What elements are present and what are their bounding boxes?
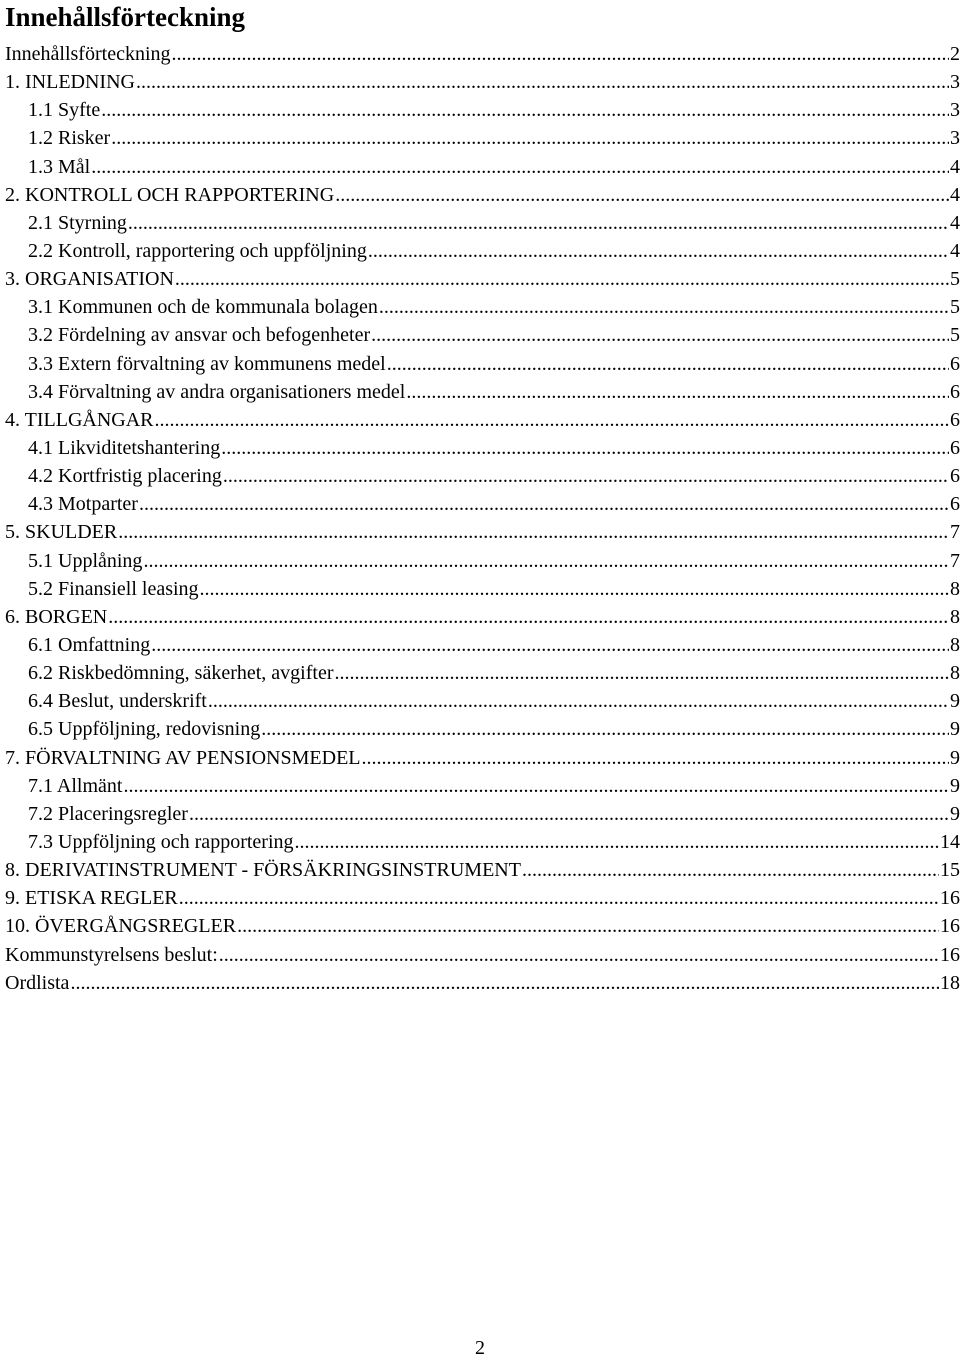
toc-entry[interactable] xyxy=(5,772,960,800)
toc-entry[interactable] xyxy=(5,575,960,603)
page-number: 2 xyxy=(475,1337,485,1359)
toc-entry-page: 6 xyxy=(950,436,960,459)
toc-entry-label: 6.4 Beslut, underskrift xyxy=(28,690,207,713)
toc-dot-leader xyxy=(111,124,949,152)
toc-entry[interactable] xyxy=(5,434,960,462)
toc-entry[interactable] xyxy=(5,153,960,181)
toc-entry-label: 1.2 Risker xyxy=(28,127,111,150)
toc-entry-page: 8 xyxy=(950,662,960,685)
toc-entry[interactable] xyxy=(5,969,960,997)
toc-entry-label: 10. ÖVERGÅNGSREGLER xyxy=(5,915,237,938)
toc-dot-leader xyxy=(219,941,939,969)
toc-entry-label: 1.3 Mål xyxy=(28,155,91,178)
toc-entry[interactable] xyxy=(5,800,960,828)
toc-entry-label: 3.3 Extern förvaltning av kommunens medel xyxy=(28,352,386,375)
table-of-contents xyxy=(5,40,960,997)
toc-dot-leader xyxy=(223,462,949,490)
toc-entry-page: 8 xyxy=(950,633,960,656)
toc-dot-leader xyxy=(368,237,949,265)
toc-entry-label: 9. ETISKA REGLER xyxy=(5,887,178,910)
toc-entry-label: 7. FÖRVALTNING AV PENSIONSMEDEL xyxy=(5,746,361,769)
toc-entry-label: 3.4 Förvaltning av andra organisationers medel xyxy=(28,380,406,403)
toc-entry[interactable] xyxy=(5,490,960,518)
toc-entry-label: 3.1 Kommunen och de kommunala bolagen xyxy=(28,296,378,319)
toc-entry-label: 4.1 Likviditetshantering xyxy=(28,436,221,459)
toc-dot-leader xyxy=(387,350,949,378)
toc-dot-leader xyxy=(208,687,949,715)
toc-entry-page: 8 xyxy=(950,605,960,628)
toc-entry[interactable] xyxy=(5,715,960,743)
toc-entry-page: 6 xyxy=(950,408,960,431)
toc-entry-label: 7.1 Allmänt xyxy=(28,774,123,797)
toc-entry-page: 4 xyxy=(950,211,960,234)
toc-dot-leader xyxy=(522,856,939,884)
toc-entry-page: 16 xyxy=(940,887,960,910)
toc-entry-page: 6 xyxy=(950,352,960,375)
toc-dot-leader xyxy=(91,153,949,181)
toc-entry[interactable] xyxy=(5,265,960,293)
toc-dot-leader xyxy=(362,744,950,772)
toc-entry[interactable] xyxy=(5,884,960,912)
toc-entry[interactable] xyxy=(5,547,960,575)
toc-entry-page: 9 xyxy=(950,774,960,797)
toc-dot-leader xyxy=(136,68,949,96)
toc-entry-page: 6 xyxy=(950,493,960,516)
toc-entry-page: 5 xyxy=(950,268,960,291)
toc-entry[interactable] xyxy=(5,912,960,940)
toc-dot-leader xyxy=(335,659,950,687)
toc-dot-leader xyxy=(70,969,939,997)
toc-entry[interactable] xyxy=(5,96,960,124)
toc-entry-label: 6.1 Omfattning xyxy=(28,633,151,656)
toc-entry-page: 9 xyxy=(950,690,960,713)
toc-entry-page: 16 xyxy=(940,943,960,966)
toc-dot-leader xyxy=(379,293,949,321)
toc-entry-page: 7 xyxy=(950,521,960,544)
toc-entry-label: 2.1 Styrning xyxy=(28,211,127,234)
toc-entry-label: 2.2 Kontroll, rapportering och uppföljning xyxy=(28,239,367,262)
toc-entry-label: 5.1 Upplåning xyxy=(28,549,143,572)
toc-dot-leader xyxy=(123,772,949,800)
toc-entry-label: 5. SKULDER xyxy=(5,521,118,544)
toc-entry-label: 3. ORGANISATION xyxy=(5,268,174,291)
toc-entry-page: 6 xyxy=(950,380,960,403)
toc-entry-page: 14 xyxy=(940,830,960,853)
toc-entry[interactable] xyxy=(5,941,960,969)
toc-entry-label: 1. INLEDNING xyxy=(5,71,135,94)
toc-dot-leader xyxy=(101,96,949,124)
toc-entry[interactable] xyxy=(5,828,960,856)
toc-entry[interactable] xyxy=(5,181,960,209)
toc-entry-label: 6.5 Uppföljning, redovisning xyxy=(28,718,261,741)
toc-entry-label: 7.3 Uppföljning och rapportering xyxy=(28,830,294,853)
toc-entry[interactable] xyxy=(5,321,960,349)
toc-entry-label: 8. DERIVATINSTRUMENT - FÖRSÄKRINGSINSTRUMENT xyxy=(5,859,521,882)
toc-entry-label: 1.1 Syfte xyxy=(28,99,101,122)
toc-entry-page: 3 xyxy=(950,71,960,94)
toc-entry[interactable] xyxy=(5,687,960,715)
toc-entry-page: 9 xyxy=(950,746,960,769)
toc-dot-leader xyxy=(139,490,949,518)
toc-entry[interactable] xyxy=(5,378,960,406)
toc-entry-label: 4. TILLGÅNGAR xyxy=(5,408,154,431)
toc-entry-label: 6. BORGEN xyxy=(5,605,108,628)
toc-entry[interactable] xyxy=(5,209,960,237)
toc-dot-leader xyxy=(128,209,949,237)
toc-entry-page: 16 xyxy=(940,915,960,938)
toc-entry-label: Kommunstyrelsens beslut: xyxy=(5,943,218,966)
toc-entry[interactable] xyxy=(5,518,960,546)
toc-dot-leader xyxy=(221,434,949,462)
toc-dot-leader xyxy=(155,406,949,434)
page-title: Innehållsförteckning xyxy=(5,2,246,32)
toc-entry[interactable] xyxy=(5,462,960,490)
toc-entry-page: 3 xyxy=(950,99,960,122)
toc-entry-page: 4 xyxy=(950,183,960,206)
toc-entry-page: 2 xyxy=(950,43,960,65)
toc-dot-leader xyxy=(335,181,949,209)
toc-entry-page: 4 xyxy=(950,155,960,178)
toc-entry[interactable] xyxy=(5,603,960,631)
toc-entry-label: 4.2 Kortfristig placering xyxy=(28,465,222,488)
toc-entry-label: 4.3 Motparter xyxy=(28,493,138,516)
toc-entry[interactable] xyxy=(5,293,960,321)
toc-dot-leader xyxy=(261,715,949,743)
toc-entry-page: 18 xyxy=(940,971,960,994)
toc-entry-page: 9 xyxy=(950,802,960,825)
toc-entry-label: 3.2 Fördelning av ansvar och befogenheter xyxy=(28,324,371,347)
toc-entry-label: Innehållsförteckning xyxy=(5,43,171,65)
toc-dot-leader xyxy=(406,378,949,406)
toc-entry-label: Ordlista xyxy=(5,971,70,994)
toc-dot-leader xyxy=(189,800,949,828)
toc-entry[interactable] xyxy=(5,631,960,659)
toc-entry-label: 2. KONTROLL OCH RAPPORTERING xyxy=(5,183,335,206)
toc-dot-leader xyxy=(143,547,949,575)
toc-entry-page: 8 xyxy=(950,577,960,600)
toc-dot-leader xyxy=(237,912,939,940)
toc-entry-label: 6.2 Riskbedömning, säkerhet, avgifter xyxy=(28,662,334,685)
toc-dot-leader xyxy=(175,265,949,293)
toc-entry-page: 5 xyxy=(950,296,960,319)
toc-dot-leader xyxy=(200,575,949,603)
toc-entry-page: 15 xyxy=(940,859,960,882)
toc-entry-page: 4 xyxy=(950,239,960,262)
toc-entry-page: 6 xyxy=(950,465,960,488)
toc-entry-page: 7 xyxy=(950,549,960,572)
toc-entry[interactable] xyxy=(5,856,960,884)
toc-entry-label: 5.2 Finansiell leasing xyxy=(28,577,199,600)
toc-dot-leader xyxy=(295,828,940,856)
toc-entry[interactable] xyxy=(5,40,960,68)
toc-entry[interactable] xyxy=(5,237,960,265)
toc-entry-page: 9 xyxy=(950,718,960,741)
toc-entry-page: 3 xyxy=(950,127,960,150)
toc-dot-leader xyxy=(151,631,949,659)
toc-entry[interactable] xyxy=(5,744,960,772)
toc-entry[interactable] xyxy=(5,124,960,152)
toc-dot-leader xyxy=(179,884,939,912)
toc-entry[interactable] xyxy=(5,350,960,378)
toc-entry-label: 7.2 Placeringsregler xyxy=(28,802,188,825)
toc-dot-leader xyxy=(371,321,949,349)
toc-dot-leader xyxy=(172,40,950,68)
toc-entry[interactable] xyxy=(5,406,960,434)
toc-entry[interactable] xyxy=(5,68,960,96)
toc-dot-leader xyxy=(118,518,949,546)
toc-dot-leader xyxy=(108,603,949,631)
toc-entry-page: 5 xyxy=(950,324,960,347)
toc-entry[interactable] xyxy=(5,659,960,687)
